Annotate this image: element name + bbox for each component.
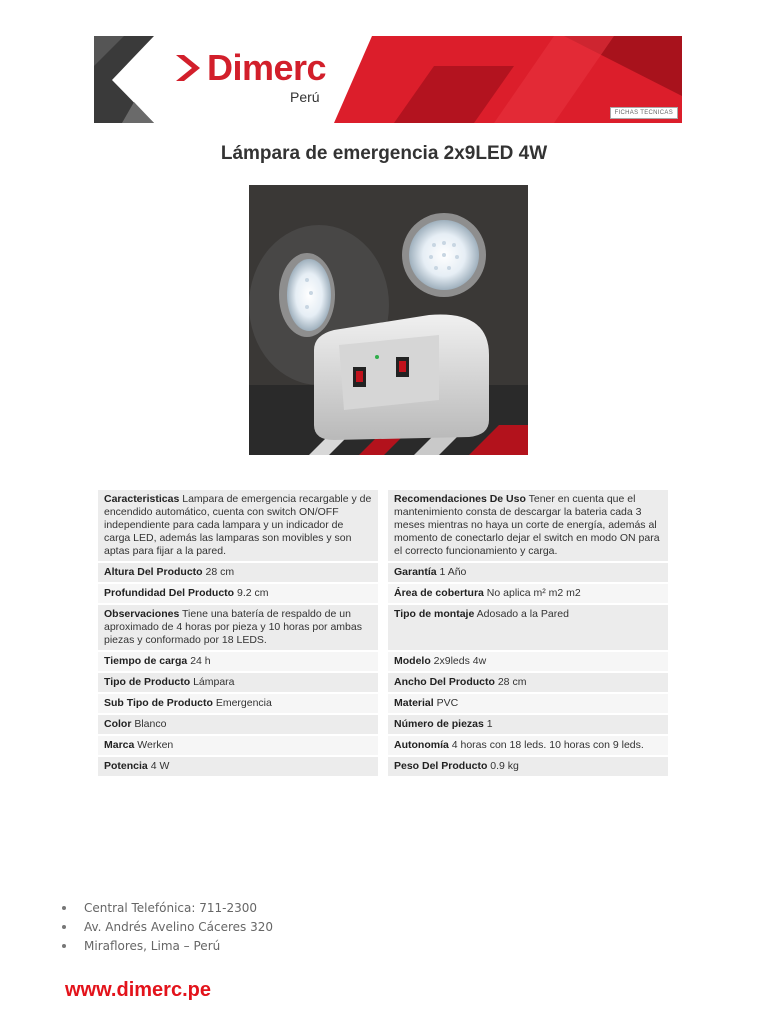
spec-key: Marca (104, 739, 135, 751)
spec-cell (388, 694, 668, 713)
spec-key: Autonomía (394, 739, 449, 751)
spec-value: PVC (436, 697, 459, 709)
specs-row (98, 673, 668, 692)
spec-cell (98, 757, 378, 776)
spec-value: Lámpara (193, 676, 235, 688)
spec-value: 9.2 cm (237, 587, 269, 599)
spec-value: 1 (486, 718, 493, 730)
header-banner (94, 36, 682, 123)
contact-address: Av. Andrés Avelino Cáceres 320 (84, 919, 274, 934)
specs-row (98, 605, 668, 650)
spec-key: Recomendaciones De Uso (394, 493, 526, 505)
spec-key: Área de cobertura (394, 587, 484, 599)
bullet-icon (62, 906, 66, 910)
contact-item (60, 936, 273, 955)
spec-value: Blanco (134, 718, 167, 730)
spec-cell (388, 563, 668, 582)
spec-cell (388, 673, 668, 692)
specs-row (98, 652, 668, 671)
specs-table (98, 490, 668, 778)
spec-key: Color (104, 718, 132, 730)
emergency-lamp-image (249, 185, 528, 455)
spec-cell (98, 736, 378, 755)
specs-row (98, 563, 668, 582)
spec-value: 4 horas con 18 leds. 10 horas con 9 leds. (451, 739, 644, 751)
page-title: Lámpara de emergencia 2x9LED 4W (220, 143, 548, 164)
contact-item (60, 917, 273, 936)
brand-country: Perú (290, 89, 320, 105)
spec-key: Altura Del Producto (104, 566, 203, 578)
spec-key: Peso Del Producto (394, 760, 488, 772)
brand-logo[interactable] (174, 47, 327, 88)
bullet-icon (62, 944, 66, 948)
specs-row (98, 694, 668, 713)
spec-cell (98, 673, 378, 692)
spec-key: Profundidad Del Producto (104, 587, 235, 599)
spec-value: Werken (137, 739, 174, 751)
specs-row (98, 757, 668, 776)
spec-cell (388, 605, 668, 650)
contact-item (60, 898, 273, 917)
specs-row (98, 490, 668, 561)
spec-key: Garantía (394, 566, 437, 578)
spec-value: 2x9leds 4w (433, 655, 487, 667)
spec-cell (388, 584, 668, 603)
spec-value: Tiene una batería de respaldo de un aproximado de 4 horas por pieza y 10 horas por ambas piezas y conformado por 18 LEDS. (104, 608, 362, 646)
spec-key: Número de piezas (394, 718, 484, 730)
spec-value: Adosado a la Pared (476, 608, 569, 620)
spec-cell (98, 652, 378, 671)
spec-cell (98, 584, 378, 603)
bullet-icon (62, 925, 66, 929)
specs-row (98, 715, 668, 734)
spec-value: 28 cm (497, 676, 527, 688)
spec-value: 1 Año (439, 566, 467, 578)
spec-cell (388, 757, 668, 776)
specs-row (98, 736, 668, 755)
spec-key: Modelo (394, 655, 431, 667)
contact-list (60, 898, 273, 955)
contact-city: Miraflores, Lima – Perú (84, 938, 221, 953)
spec-value: 4 W (150, 760, 170, 772)
spec-key: Tipo de montaje (394, 608, 475, 620)
spec-cell (98, 605, 378, 650)
spec-value: Emergencia (215, 697, 272, 709)
spec-key: Potencia (104, 760, 148, 772)
contact-phone: Central Telefónica: 711-2300 (84, 900, 257, 915)
spec-key: Tipo de Producto (104, 676, 191, 688)
spec-value: 0.9 kg (490, 760, 519, 772)
spec-key: Tiempo de carga (104, 655, 188, 667)
spec-value: 24 h (190, 655, 211, 667)
spec-cell (388, 715, 668, 734)
brand-name: Dimerc (207, 47, 327, 88)
spec-value: No aplica m² m2 m2 (486, 587, 581, 599)
specs-row (98, 584, 668, 603)
product-photo (249, 185, 528, 455)
spec-cell (98, 694, 378, 713)
website-link[interactable]: www.dimerc.pe (65, 979, 211, 1001)
dimerc-chevron-icon (174, 51, 204, 85)
spec-key: Observaciones (104, 608, 180, 620)
spec-value: Lampara de emergencia recargable y de encendido automático, cuenta con switch ON/OFF independiente para cada lampara y un indicador de carga LED, además las lamparas son movibles y son aptas para fijar a la pared. (104, 493, 372, 557)
spec-key: Sub Tipo de Producto (104, 697, 213, 709)
spec-value: 28 cm (205, 566, 235, 578)
spec-cell (388, 736, 668, 755)
spec-cell (98, 715, 378, 734)
spec-key: Caracteristicas (104, 493, 180, 505)
spec-value: Tener en cuenta que el mantenimiento consta de descargar la bateria cada 3 meses mientras no haya un corte de energía, además al momento de conectarlo dejar el switch en modo ON para el correcto funcionamiento y carga. (394, 493, 660, 557)
spec-cell (98, 490, 378, 561)
spec-key: Ancho Del Producto (394, 676, 495, 688)
fichas-tecnicas-tag: FICHAS TECNICAS (610, 107, 678, 119)
spec-key: Material (394, 697, 434, 709)
spec-cell (388, 490, 668, 561)
spec-cell (98, 563, 378, 582)
spec-cell (388, 652, 668, 671)
